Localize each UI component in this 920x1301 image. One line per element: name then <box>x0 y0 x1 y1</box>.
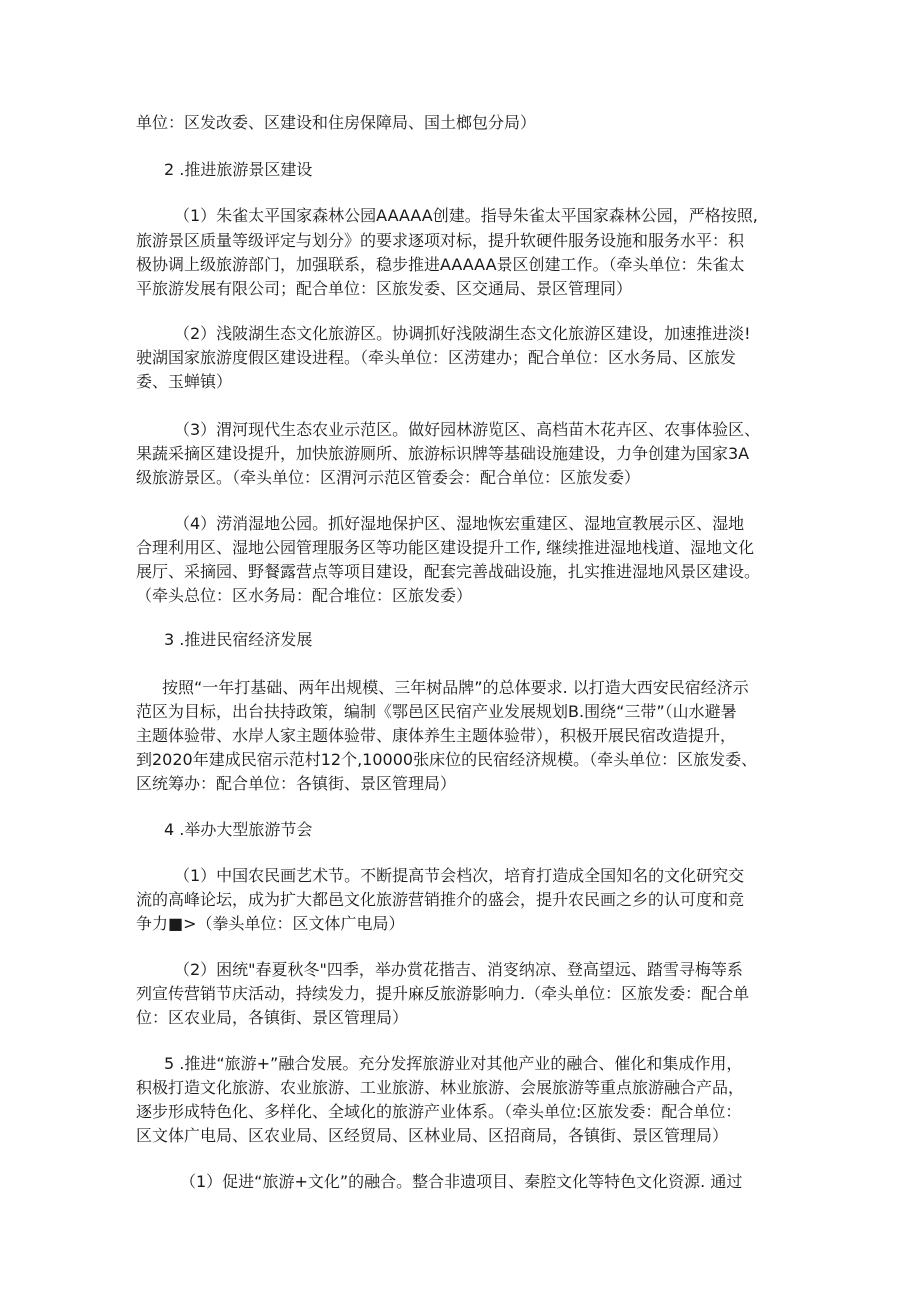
paragraph-line: 流的高峰论坛，成为扩大都邑文化旅游营销推介的盛会，提升农民画之乡的认可度和竞 <box>136 890 745 909</box>
paragraph-line: 逐步形成特色化、多样化、全域化的旅游产业体系。（牵头单位:区旅发委：配合单位： <box>136 1102 742 1121</box>
paragraph-line: （1）朱雀太平国家森林公园AAAAA创建。指导朱雀太平国家森林公园，严格按照, <box>174 206 758 225</box>
section-heading: 4 .举办大型旅游节会 <box>164 820 313 839</box>
paragraph-line: 旅游景区质量等级评定与划分》的要求逐项对标，提升软硬件服务设施和服务水平：积 <box>136 231 745 250</box>
paragraph-line: 委、玉蝉镇） <box>136 372 233 391</box>
paragraph-line: 区统筹办：配合单位：各镇街、景区管理局） <box>136 774 457 793</box>
paragraph-line: 果蔬采摘区建设提升，加快旅游厕所、旅游标识牌等基础设施建设，力争创建为国家3A <box>136 444 750 463</box>
paragraph-line: 级旅游景区。（牵头单位：区渭河示范区管委会：配合单位：区旅发委） <box>136 468 641 487</box>
paragraph-line: （1）促进“旅游+文化”的融合。整合非遗项目、秦腔文化等特色文化资源. 通过 <box>180 1172 743 1191</box>
text-line: 单位：区发改委、区建设和住房保障局、国土榔包分局） <box>136 113 537 132</box>
paragraph-line: （4）涝消湿地公园。抓好湿地保护区、湿地恢宏重建区、湿地宣教展示区、湿地 <box>174 514 745 533</box>
paragraph-line: 展厅、采摘园、野餐露营点等项目建设，配套完善战础设施，扎实推进湿地风景区建设。 <box>136 562 761 581</box>
paragraph-line: 积极打造文化旅游、农业旅游、工业旅游、林业旅游、会展旅游等重点旅游融合产品， <box>136 1078 745 1097</box>
paragraph-line: 驶湖国家旅游度假区建设进程。（牵头单位：区涝建办；配合单位：区水务局、区旅发 <box>136 348 737 367</box>
section-heading: 2 .推进旅游景区建设 <box>164 160 313 179</box>
paragraph-line: 平旅游发展有限公司；配合单位：区旅发委、区交通局、景区管理同） <box>136 279 633 298</box>
paragraph-line: 按照“一年打基础、两年出规模、三年树品牌”的总体要求. 以打造大西安民宿经济示 <box>162 678 749 697</box>
paragraph-line: 区文体广电局、区农业局、区经贸局、区林业局、区招商局，各镇街、景区管理局） <box>136 1126 729 1145</box>
paragraph-line: 合理利用区、湿地公园管理服务区等功能区建设提升工作, 继续推进湿地栈道、湿地文化 <box>136 538 755 557</box>
paragraph-line: 列宣传营销节庆活动，持续发力，提升麻反旅游影响力.（牵头单位：区旅发委：配合单 <box>136 984 750 1003</box>
paragraph-line: 范区为目标，出台扶持政策，编制《鄂邑区民宿产业发展规划B.围绕“三带”（山水避暑 <box>136 702 737 721</box>
paragraph-line: 到2020年建成民宿示范村12个,10000张床位的民宿经济规模。（牵头单位：区旅发委、 <box>136 750 758 769</box>
paragraph-line: （2）浅陂湖生态文化旅游区。协调抓好浅陂湖生态文化旅游区建设，加速推进淡! <box>174 324 751 343</box>
paragraph-line: 极协调上级旅游部门，加强联系，稳步推进AAAAA景区创建工作。（牵头单位：朱雀太 <box>136 255 745 274</box>
paragraph-line: （牵头总位：区水务局：配合堆位：区旅发委） <box>136 586 473 605</box>
paragraph-line: （3）渭河现代生态农业示范区。做好园林游览区、高档苗木花卉区、农事体验区、 <box>174 420 761 439</box>
paragraph-line: 主题体验带、水岸人家主题体验带、康体养生主题体验带），积极开展民宿改造提升， <box>136 726 737 745</box>
paragraph-line: 位：区农业局，各镇街、景区管理局） <box>136 1008 409 1027</box>
paragraph-line: 争力■>（拳头单位：区文体广电局） <box>136 914 405 933</box>
paragraph-line: （1）中国农民画艺术节。不断提高节会档次，培育打造成全国知名的文化研究交 <box>174 866 745 885</box>
section-heading: 3 .推进民宿经济发展 <box>164 630 313 649</box>
section-heading: 5 .推进“旅游+”融合发展。充分发挥旅游业对其他产业的融合、催化和集成作用， <box>164 1054 743 1073</box>
paragraph-line: （2）困统"春夏秋冬"四季，举办赏花揩吉、消叜纳凉、登高望远、踏雪寻梅等系 <box>174 960 743 979</box>
